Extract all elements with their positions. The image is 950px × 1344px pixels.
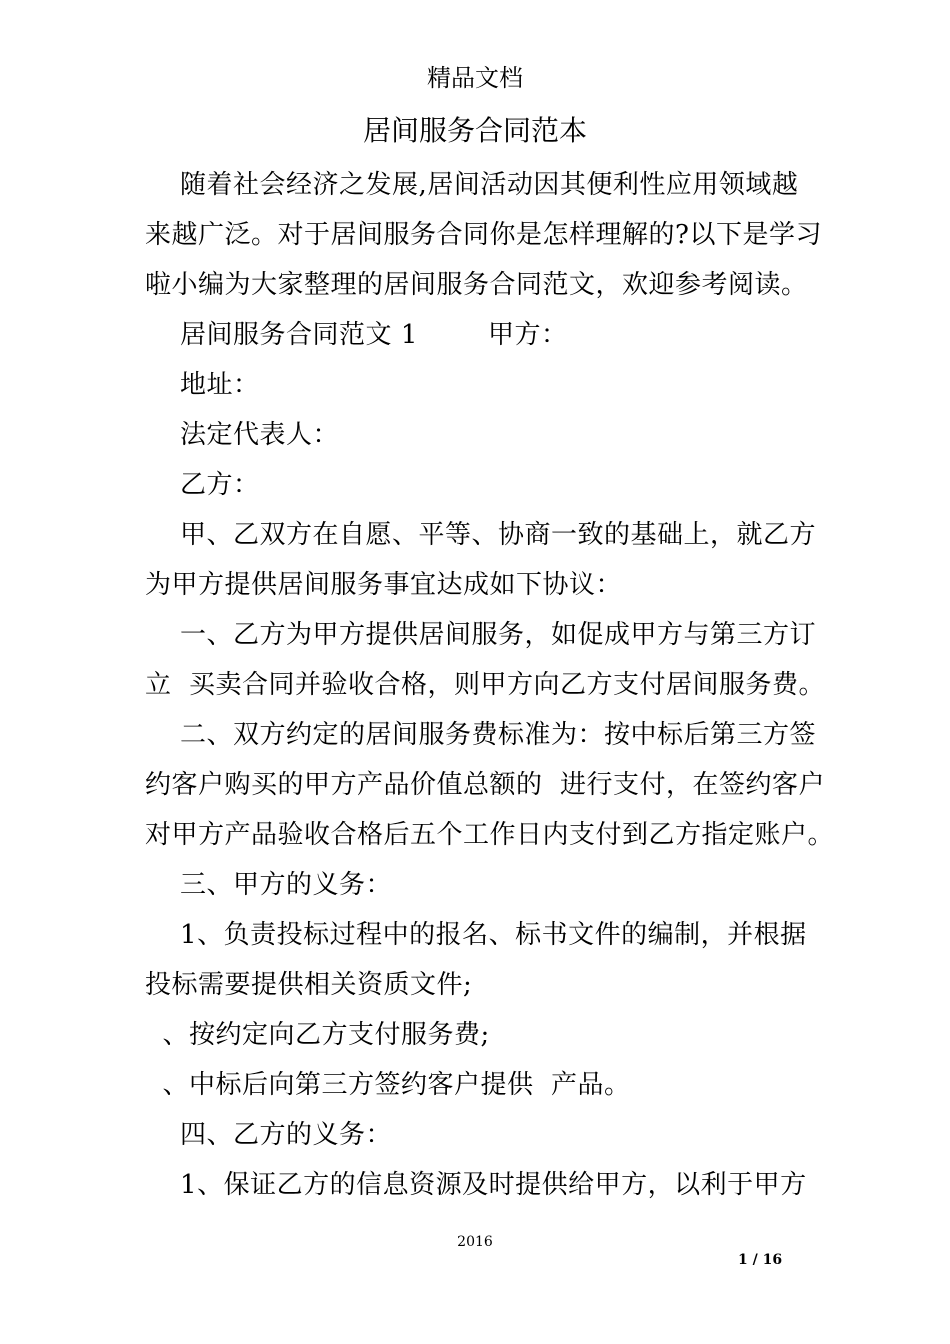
body-line: 三、甲方的义务： xyxy=(145,870,393,900)
body-line: 立 买卖合同并验收合格，则甲方向乙方支付居间服务费。 xyxy=(145,670,826,700)
body-line: 、中标后向第三方签约客户提供 产品。 xyxy=(145,1070,631,1100)
body-line: 二、双方约定的居间服务费标准为：按中标后第三方签 xyxy=(145,720,817,750)
body-line: 投标需要提供相关资质文件; xyxy=(145,970,473,1000)
footer-year: 2016 xyxy=(457,1234,493,1250)
body-line: 为甲方提供居间服务事宜达成如下协议： xyxy=(145,570,623,600)
page-header: 精品文档 xyxy=(427,64,523,92)
body-line: 啦小编为大家整理的居间服务合同范文，欢迎参考阅读。 xyxy=(145,270,808,300)
body-line: 地址： xyxy=(145,370,260,400)
document-body xyxy=(145,160,835,1210)
document-title: 居间服务合同范本 xyxy=(362,114,587,147)
body-line: 居间服务合同范文 1 甲方： xyxy=(145,320,568,350)
body-line: 一、乙方为甲方提供居间服务，如促成甲方与第三方订 xyxy=(145,620,817,650)
body-line: 四、乙方的义务： xyxy=(145,1120,393,1150)
body-line: 来越广泛。对于居间服务合同你是怎样理解的?以下是学习 xyxy=(145,220,822,250)
body-line: 1、保证乙方的信息资源及时提供给甲方，以利于甲方 xyxy=(145,1170,807,1200)
page-number: 1 / 16 xyxy=(738,1252,783,1268)
body-line: 法定代表人： xyxy=(145,420,340,450)
body-line: 甲、乙双方在自愿、平等、协商一致的基础上，就乙方 xyxy=(145,520,817,550)
body-line: 1、负责投标过程中的报名、标书文件的编制，并根据 xyxy=(145,920,807,950)
body-line: 对甲方产品验收合格后五个工作日内支付到乙方指定账户。 xyxy=(145,820,835,850)
body-line: 约客户购买的甲方产品价值总额的 进行支付，在签约客户 xyxy=(145,770,826,800)
body-line: 随着社会经济之发展,居间活动因其便利性应用领域越 xyxy=(145,170,799,200)
body-line: 乙方： xyxy=(145,470,260,500)
body-line: 、按约定向乙方支付服务费; xyxy=(145,1020,490,1050)
